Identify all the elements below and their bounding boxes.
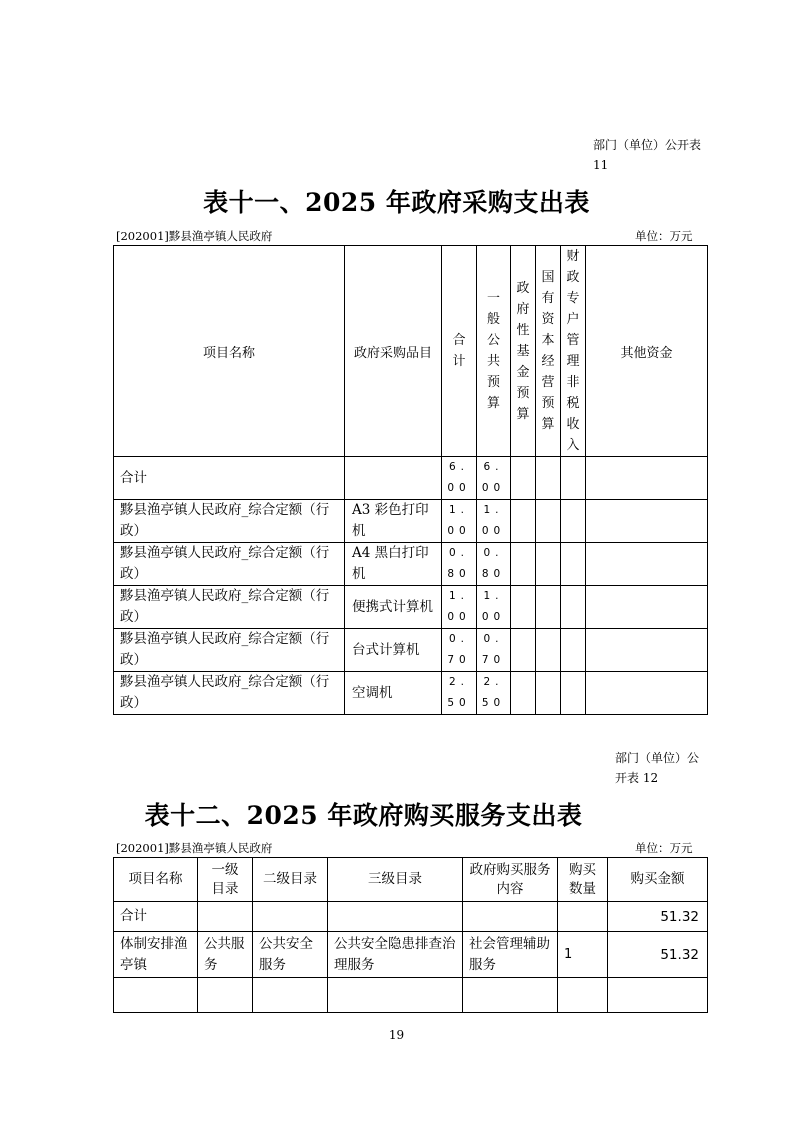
row-general: 1.00	[481, 504, 506, 537]
table-row-empty	[114, 978, 708, 1013]
table-row	[114, 932, 708, 978]
procurement-item: A4 黑白打印机	[345, 543, 442, 586]
table-row	[114, 672, 708, 715]
table12-org: [202001]黟县渔亭镇人民政府	[116, 841, 273, 855]
row-general: 0.70	[481, 633, 506, 666]
header-amount: 购买金额	[608, 858, 708, 902]
procurement-table	[113, 245, 708, 715]
header-content: 政府购买服务内容	[463, 858, 558, 902]
page-number: 19	[388, 1028, 405, 1042]
public-table-note-line1: 部门（单位）公开表	[593, 138, 702, 152]
total-general: 6.00	[481, 461, 506, 494]
procurement-item: 空调机	[345, 672, 442, 715]
row-total: 2.50	[447, 676, 471, 709]
header-state-capital: 国有资本经营预算	[541, 270, 555, 432]
row-total: 1.00	[447, 504, 471, 537]
header-level1: 一级目录	[198, 858, 253, 902]
total-amount: 6.00	[447, 461, 471, 494]
public-table-note-line2: 11	[593, 158, 609, 172]
project-name: 黟县渔亭镇人民政府_综合定额（行政）	[114, 672, 345, 715]
amount-value: 51.32	[608, 932, 708, 978]
row-general: 0.80	[481, 547, 506, 580]
header-total: 合计	[452, 333, 466, 369]
header-qty: 购买数量	[558, 858, 608, 902]
table-row	[114, 586, 708, 629]
table-row	[114, 543, 708, 586]
header-general-budget: 一般公共预算	[486, 291, 500, 411]
procurement-item: 便携式计算机	[345, 586, 442, 629]
table11-title: 表十一、2025 年政府采购支出表	[203, 188, 590, 217]
public-table-note-12	[615, 748, 715, 788]
table-row	[114, 500, 708, 543]
header-category: 政府采购品目	[345, 246, 442, 457]
total-amount: 51.32	[608, 902, 708, 932]
level3-value: 公共安全隐患排查治理服务	[328, 932, 463, 978]
table-row	[114, 629, 708, 672]
header-level2: 二级目录	[253, 858, 328, 902]
header-fund-budget: 政府性基金预算	[516, 280, 530, 422]
project-name: 黟县渔亭镇人民政府_综合定额（行政）	[114, 543, 345, 586]
row-general: 1.00	[481, 590, 506, 623]
procurement-item: A3 彩色打印机	[345, 500, 442, 543]
project-name: 黟县渔亭镇人民政府_综合定额（行政）	[114, 500, 345, 543]
qty-value: 1	[558, 932, 608, 978]
table12-title: 表十二、2025 年政府购买服务支出表	[144, 801, 583, 830]
project-name: 黟县渔亭镇人民政府_综合定额（行政）	[114, 586, 345, 629]
public-table-note	[593, 135, 703, 175]
table-row-total	[114, 457, 708, 500]
row-total: 1.00	[447, 590, 471, 623]
total-label: 合计	[114, 457, 345, 500]
table11-org: [202001]黟县渔亭镇人民政府	[116, 229, 273, 243]
table12-unit: 单位：万元	[635, 841, 693, 855]
project-name: 黟县渔亭镇人民政府_综合定额（行政）	[114, 629, 345, 672]
content-value: 社会管理辅助服务	[463, 932, 558, 978]
row-general: 2.50	[481, 676, 506, 709]
table-header-row	[114, 858, 708, 902]
public-table-note-12-line2: 开表 12	[615, 771, 659, 785]
row-total: 0.70	[447, 633, 471, 666]
total-label: 合计	[114, 902, 198, 932]
header-special-nontax: 财政专户管理非税收入	[566, 249, 580, 453]
project-name: 体制安排渔亭镇	[114, 932, 198, 978]
header-other: 其他资金	[586, 246, 708, 457]
header-project-name: 项目名称	[114, 858, 198, 902]
header-project-name: 项目名称	[114, 246, 345, 457]
service-purchase-table	[113, 857, 708, 1013]
table-row-total	[114, 902, 708, 932]
table11-unit: 单位：万元	[635, 229, 693, 243]
header-level3: 三级目录	[328, 858, 463, 902]
level2-value: 公共安全服务	[253, 932, 328, 978]
table-header-row	[114, 246, 708, 457]
level1-value: 公共服务	[198, 932, 253, 978]
row-total: 0.80	[447, 547, 471, 580]
procurement-item: 台式计算机	[345, 629, 442, 672]
public-table-note-12-line1: 部门（单位）公	[615, 751, 700, 765]
